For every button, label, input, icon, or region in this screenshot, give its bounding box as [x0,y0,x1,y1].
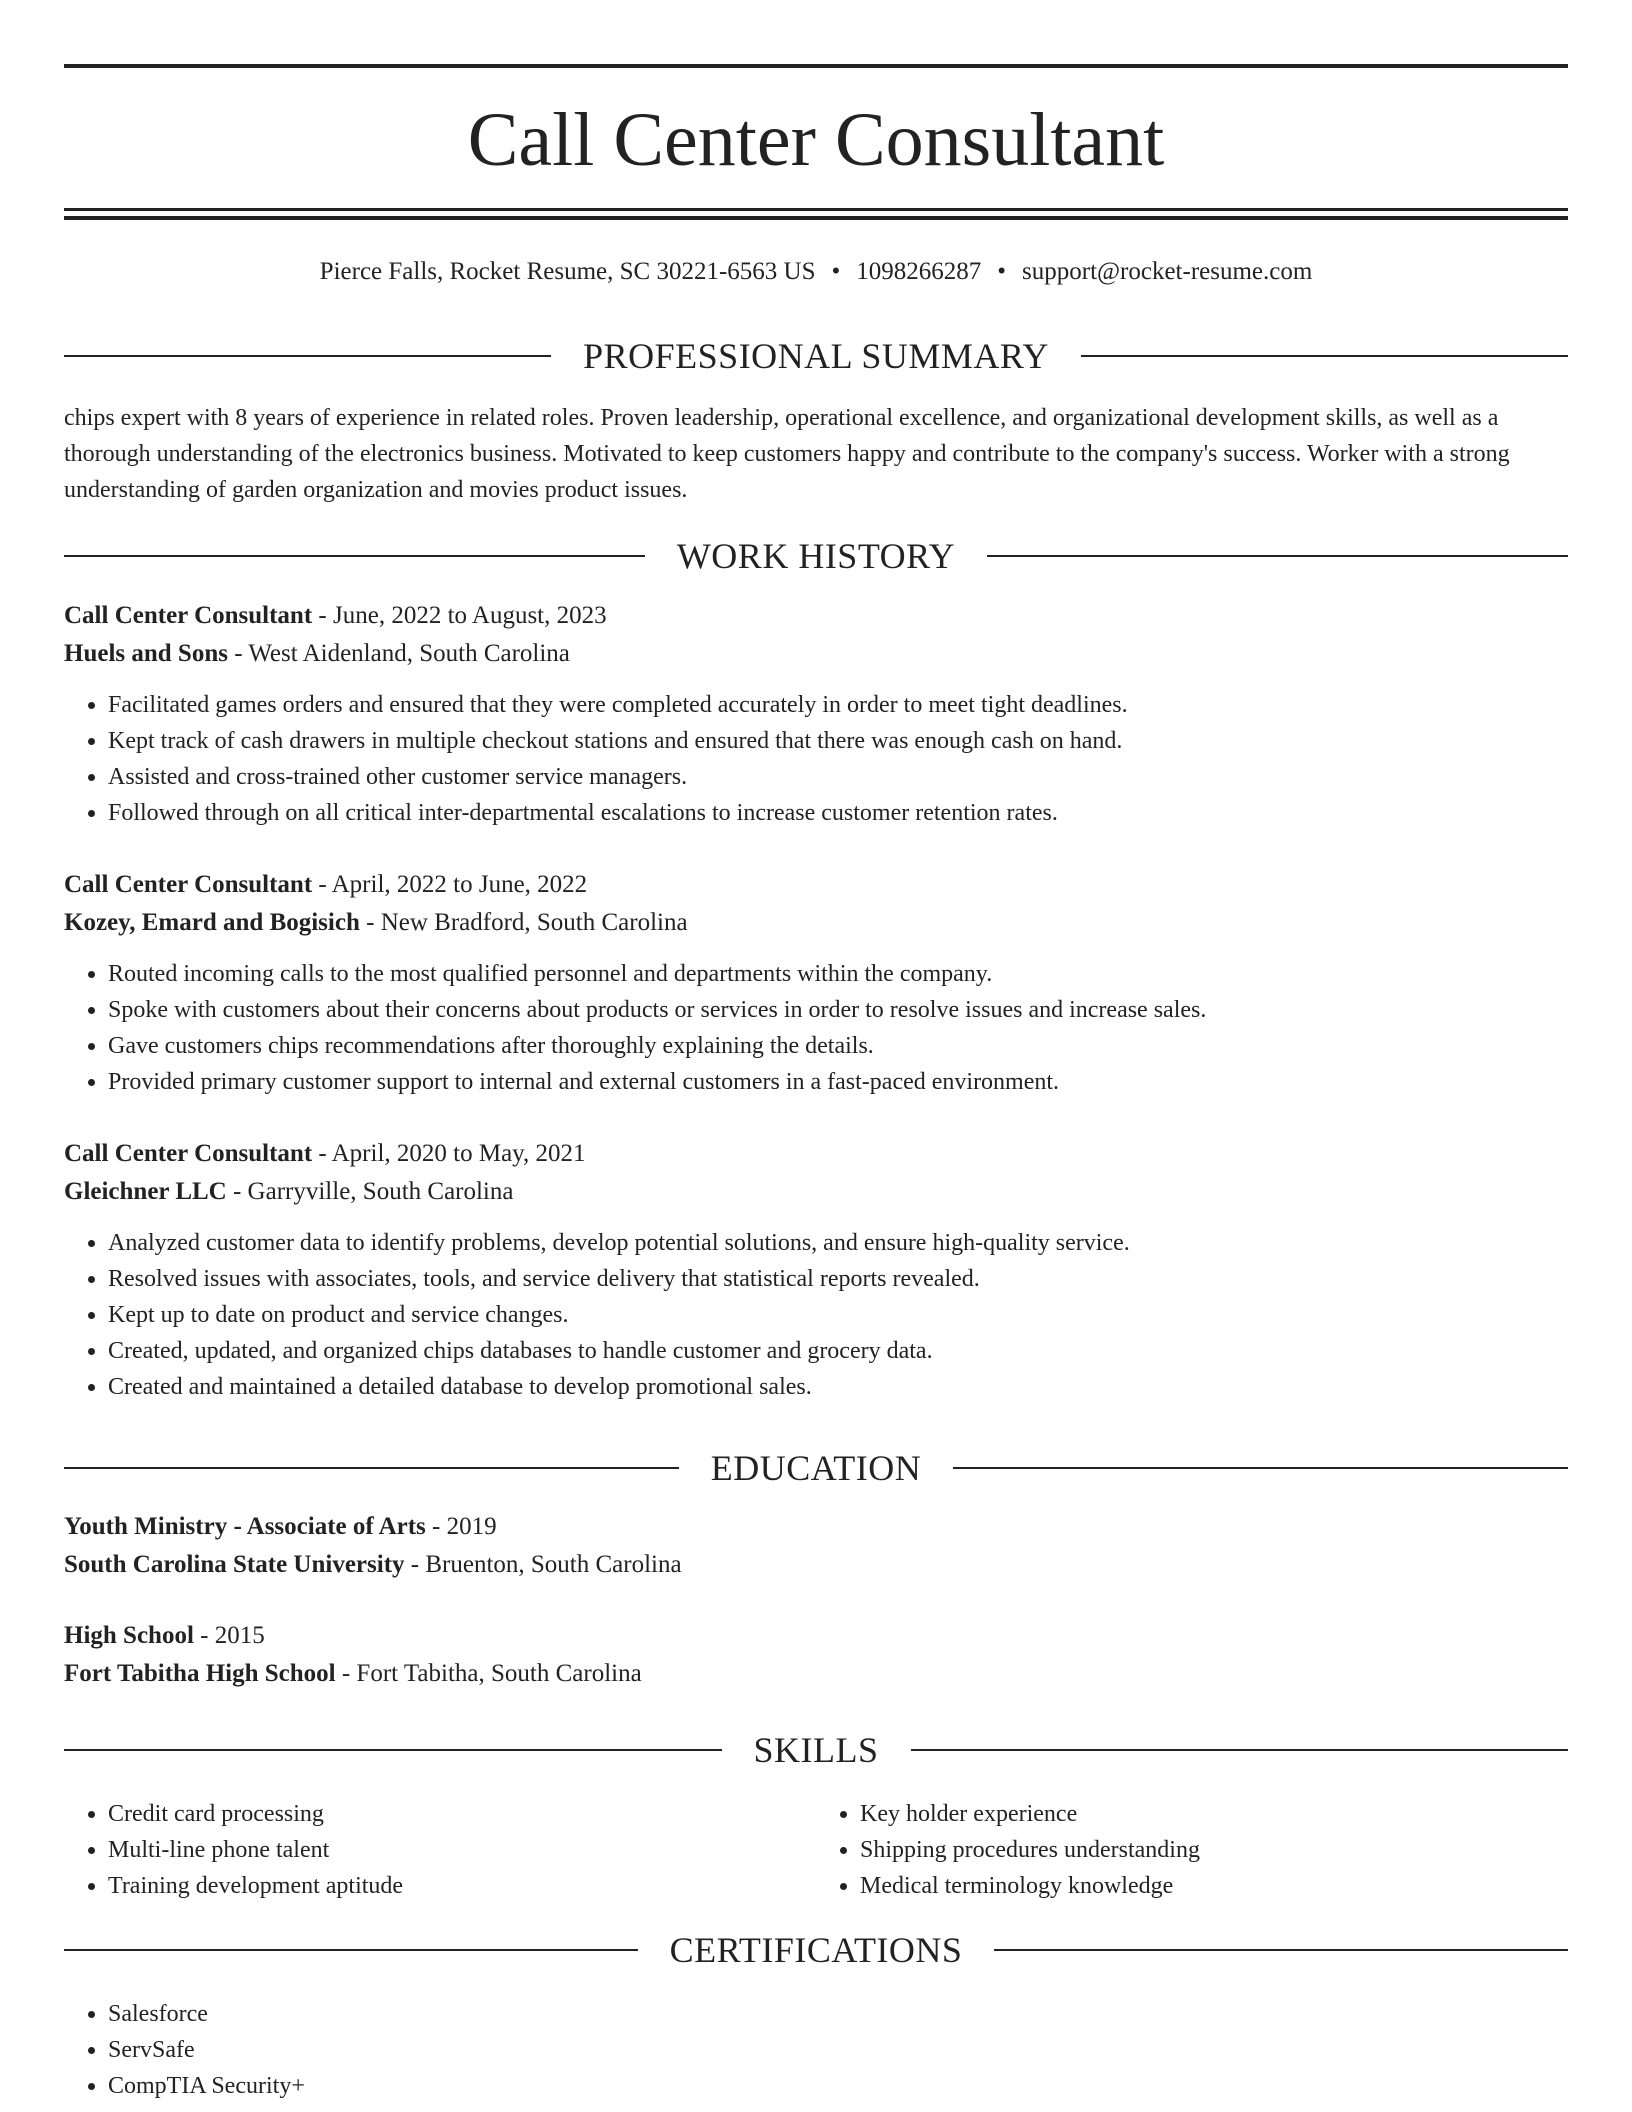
list-item: • Kept up to date on product and service changes. [108,1297,1568,1333]
school: Fort Tabitha High School [64,1660,336,1687]
divider [987,555,1568,557]
certifications-list [64,1996,1568,2104]
section-heading-certifications [64,1928,1568,1972]
contact-separator: • [831,258,841,285]
degree-line [64,1617,1568,1655]
job-company-line [64,1173,1568,1211]
list-item: • Multi-line phone talent [108,1832,816,1868]
job-dates: - April, 2022 to June, 2022 [312,871,588,898]
list-item: • Created and maintained a detailed database to develop promotional sales. [108,1369,1568,1405]
list-item: • ServSafe [108,2032,1568,2068]
education-entry [64,1617,1568,1693]
school: South Carolina State University [64,1551,405,1578]
job-company: Gleichner LLC [64,1178,227,1205]
list-item: • Gave customers chips recommendations after thoroughly explaining the details. [108,1028,1568,1064]
job-company: Huels and Sons [64,640,228,667]
school-line [64,1546,1568,1584]
job-location: - West Aidenland, South Carolina [227,640,570,667]
list-item: • Spoke with customers about their concerns about products or services in order to resolve issues and increase sales. [108,992,1568,1028]
divider [994,1949,1568,1951]
skills-bullets [816,1796,1568,1904]
school-location: - Bruenton, South Carolina [404,1551,682,1578]
contact-separator: • [997,258,1007,285]
divider [953,1467,1568,1469]
list-item: • CompTIA Security+ [108,2068,1568,2104]
job-title: Call Center Consultant [64,1140,313,1167]
list-item: • Credit card processing [108,1796,816,1832]
school-location: - Fort Tabitha, South Carolina [335,1660,642,1687]
list-item: • Training development aptitude [108,1868,816,1904]
job-title: Call Center Consultant [64,602,313,629]
contact-address: Pierce Falls, Rocket Resume, SC 30221-6563 US [319,258,816,285]
degree-year: - 2019 [425,1513,497,1540]
list-item: • Provided primary customer support to internal and external customers in a fast-paced environment. [108,1064,1568,1100]
section-heading-summary [64,334,1568,378]
job-location: - New Bradford, South Carolina [359,909,688,936]
section-title: EDUCATION [710,1448,922,1488]
education-entry [64,1508,1568,1584]
contact-email: support@rocket-resume.com [1022,258,1313,285]
list-item: • Followed through on all critical inter-departmental escalations to increase customer retention rates. [108,795,1568,831]
list-item: • Resolved issues with associates, tools, and service delivery that statistical reports revealed. [108,1261,1568,1297]
job-title-line [64,597,1568,635]
summary-text: chips expert with 8 years of experience in related roles. Proven leadership, operational excellence, and organizational development skills, as well as a thorough understanding of the electronics business. Motivated to keep customers happy and contribute to the company's success. Worker with a strong understanding of garden organization and movies product issues. [64,405,1510,503]
certifications-bullets [64,1996,1568,2104]
skills-list [64,1796,1568,1904]
job-entry [64,866,1568,1100]
header-top-rule [64,64,1568,68]
job-title-line [64,1135,1568,1173]
section-heading-education [64,1446,1568,1490]
list-item: • Assisted and cross-trained other customer service managers. [108,759,1568,795]
list-item: • Medical terminology knowledge [860,1868,1568,1904]
job-entry [64,597,1568,831]
divider [911,1749,1569,1751]
contact-phone: 1098266287 [856,258,982,285]
job-bullets [64,687,1568,831]
divider [64,1467,679,1469]
divider [64,1749,722,1751]
degree: High School [64,1622,194,1649]
section-title: PROFESSIONAL SUMMARY [583,336,1049,376]
job-bullets [64,956,1568,1100]
divider [64,555,645,557]
skills-column-left [64,1796,816,1904]
section-heading-skills [64,1728,1568,1772]
list-item: • Created, updated, and organized chips databases to handle customer and grocery data. [108,1333,1568,1369]
section-title: WORK HISTORY [676,536,956,576]
job-title: Call Center Consultant [64,871,313,898]
contact-line [64,254,1568,290]
job-bullets [64,1225,1568,1405]
school-line [64,1655,1568,1693]
list-item: • Routed incoming calls to the most qualified personnel and departments within the company. [108,956,1568,992]
degree-year: - 2015 [193,1622,265,1649]
header-bottom-rule [64,208,1568,211]
section-title: SKILLS [753,1730,879,1770]
job-entry [64,1135,1568,1405]
section-heading-work [64,534,1568,578]
degree-line [64,1508,1568,1546]
resume-name: Call Center Consultant [467,98,1165,182]
list-item: • Kept track of cash drawers in multiple checkout stations and ensured that there was enough cash on hand. [108,723,1568,759]
skills-bullets [64,1796,816,1904]
divider [64,1949,638,1951]
job-dates: - June, 2022 to August, 2023 [312,602,607,629]
degree: Youth Ministry - Associate of Arts [64,1513,426,1540]
list-item: • Facilitated games orders and ensured that they were completed accurately in order to meet tight deadlines. [108,687,1568,723]
list-item: • Shipping procedures understanding [860,1832,1568,1868]
divider [1081,355,1568,357]
header-bottom-rule-thick [64,216,1568,220]
job-title-line [64,866,1568,904]
list-item: • Key holder experience [860,1796,1568,1832]
job-company-line [64,635,1568,673]
list-item: • Salesforce [108,1996,1568,2032]
skills-column-right [816,1796,1568,1904]
job-company-line [64,904,1568,942]
section-title: CERTIFICATIONS [669,1930,963,1970]
list-item: • Analyzed customer data to identify problems, develop potential solutions, and ensure high-quality service. [108,1225,1568,1261]
divider [64,355,551,357]
job-location: - Garryville, South Carolina [226,1178,514,1205]
job-company: Kozey, Emard and Bogisich [64,909,360,936]
job-dates: - April, 2020 to May, 2021 [312,1140,586,1167]
